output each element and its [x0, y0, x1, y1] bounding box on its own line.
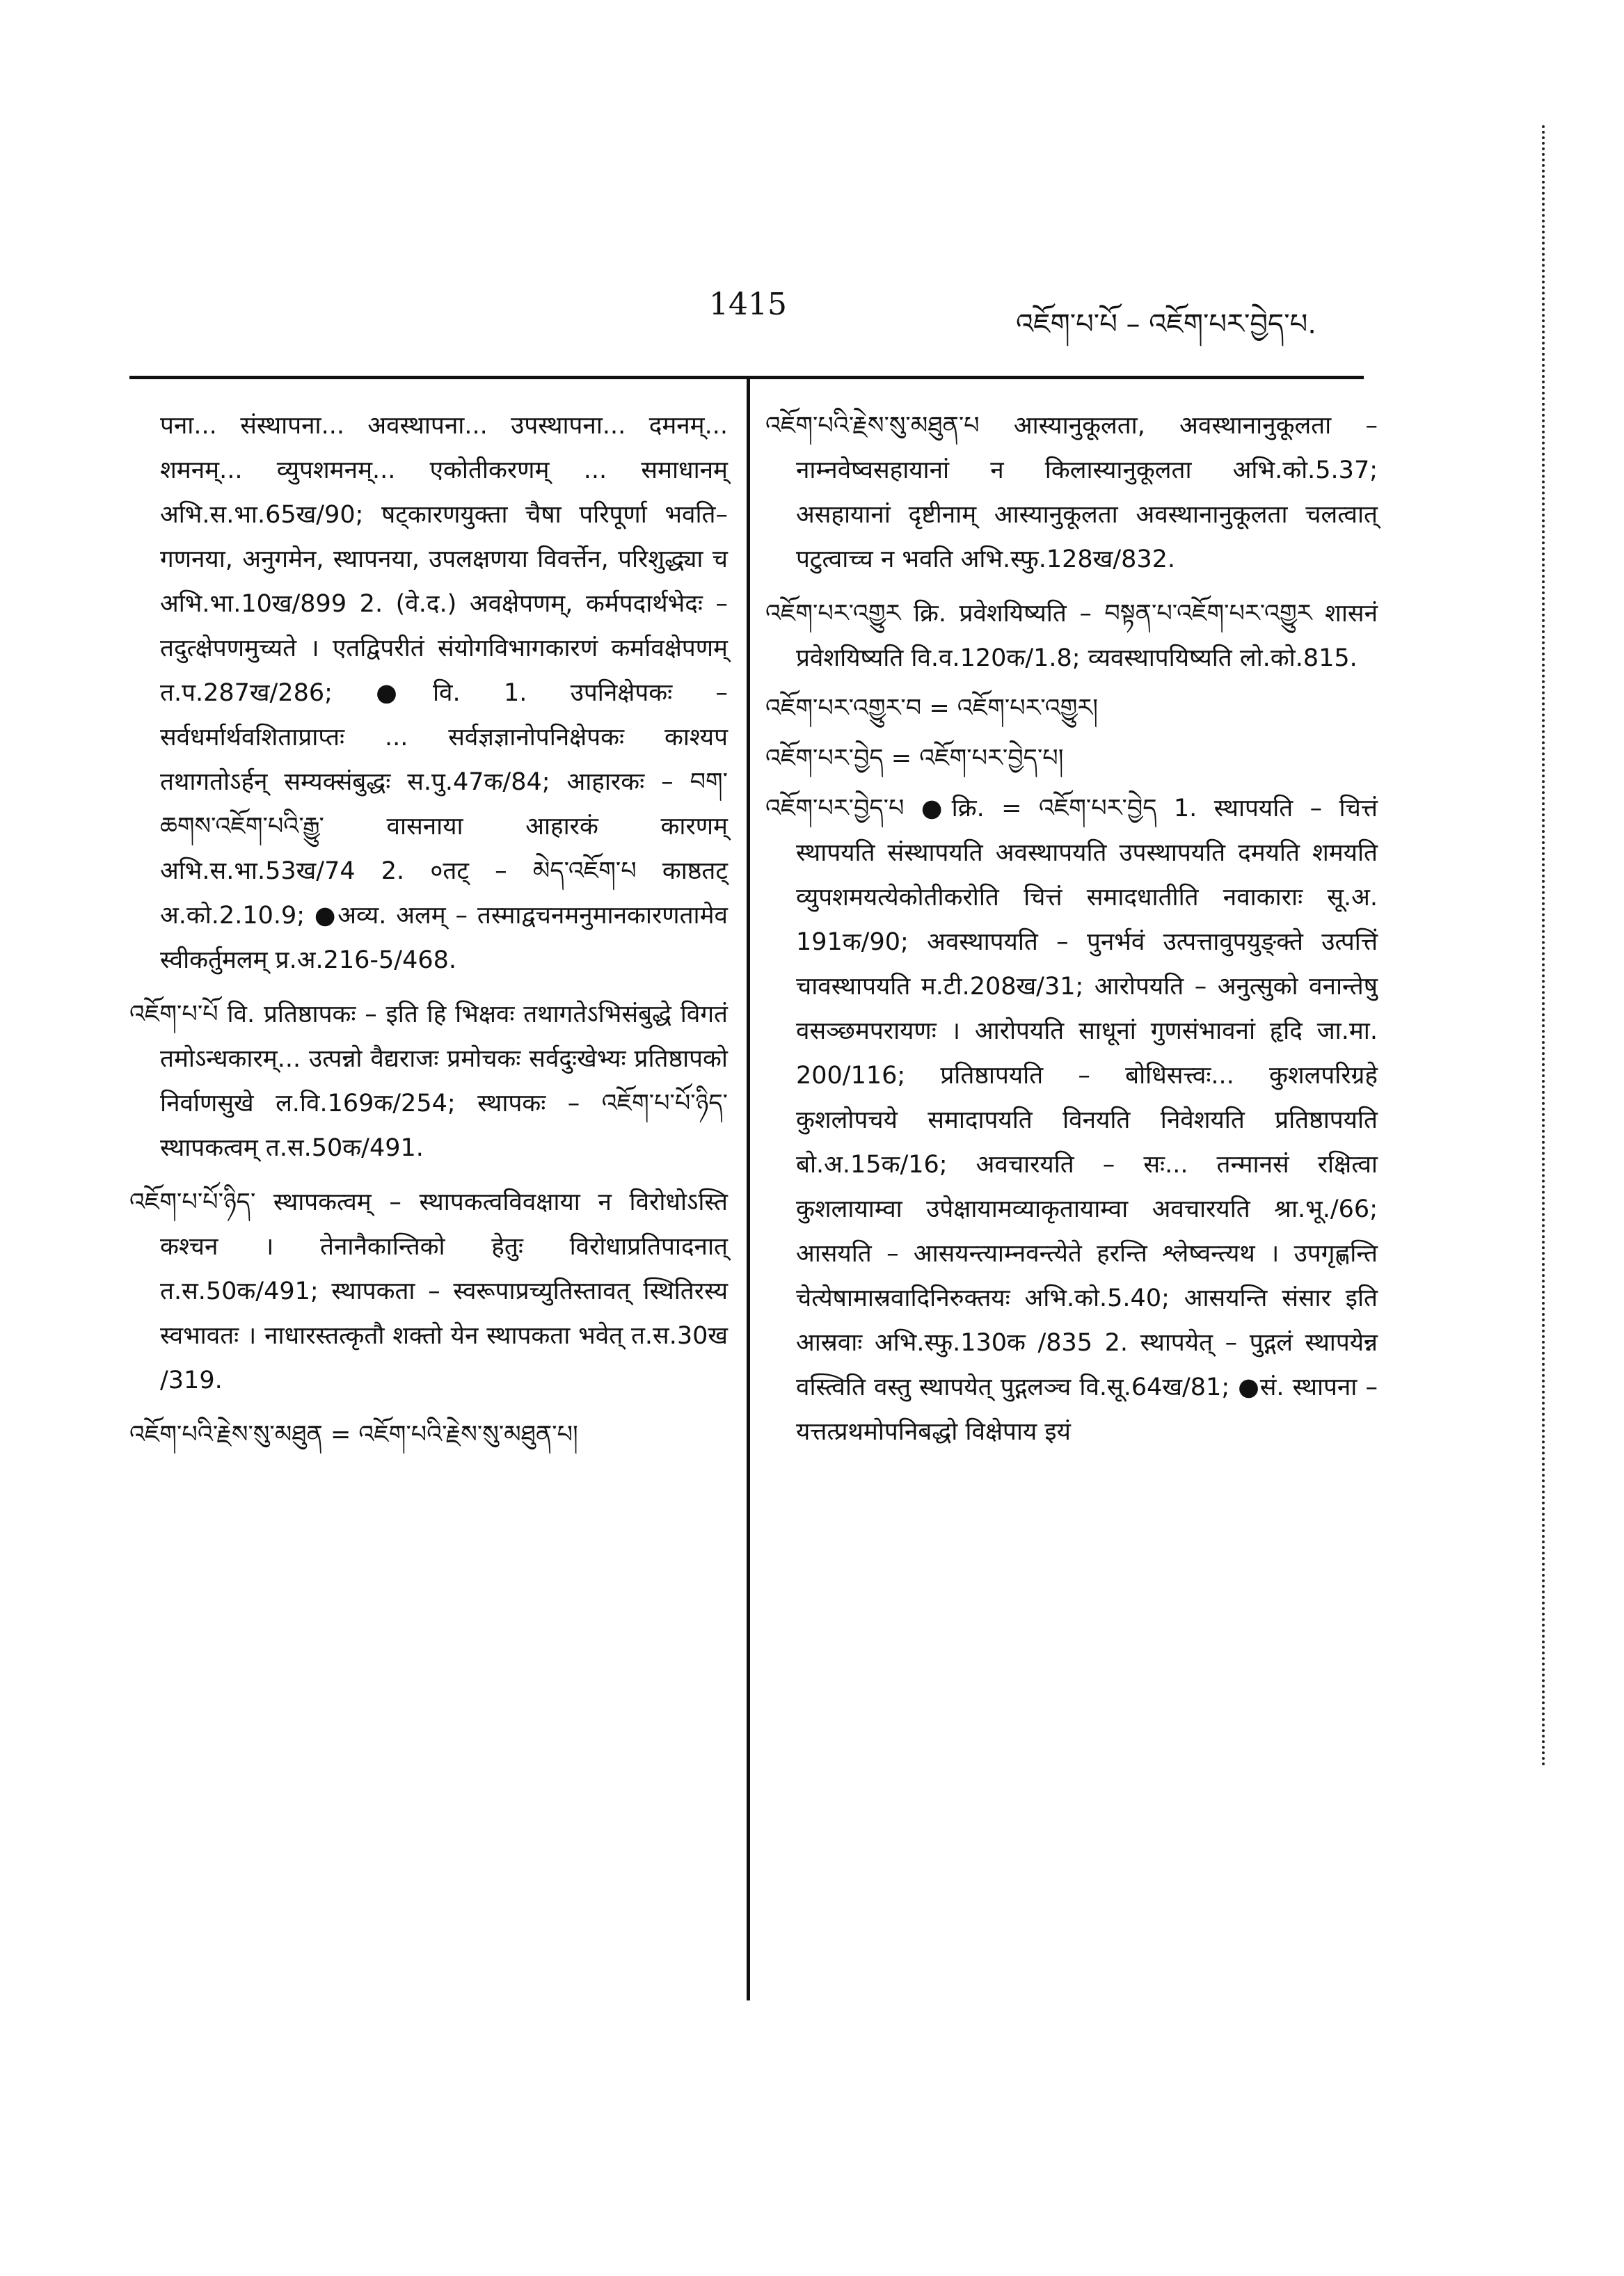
page-number: 1415: [709, 287, 787, 322]
entry: འཇོག་པ་པོ वि. प्रतिष्ठापकः – इति हि भिक्षवः तथागतेऽभिसंबुद्धे विगतं तमोऽन्धकारम्... उत्पन्नो वैद्यराजः प्रमोचकः सर्वदुःखेभ्यः प्रतिष्ठापको निर्वाणसुखे ल.वि.169क/254; स्थापकः – འཇོག་པ་པོ་ཉིད་ स्थापकत्वम् त.स.50क/491.: [129, 1001, 728, 1162]
left-column: [129, 404, 728, 1457]
entry: འཇོག་པར་འགྱུར क्रि. प्रवेशयिष्यति – བསྟན་པ་འཇོག་པར་འགྱུར शासनं प्रवेशयिष्यति वि.व.120क/1.8; व्यवस्थापयिष्यति लो.को.815.: [765, 600, 1378, 672]
page-edge-mark: [1542, 125, 1545, 1767]
right-column: [765, 404, 1378, 1454]
entry: འཇོག་པར་བྱེད་པ ●क्रि. = འཇོག་པར་བྱེད 1. स्थापयति – चित्तं स्थापयति संस्थापयति अवस्थापयति उपस्थापयति दमयति शमयति व्युपशमयत्येकोतीकरोति चित्तं समादधातीति नवाकाराः सू.अ. 191क/90; अवस्थापयति – पुनर्भवं उत्पत्तावुपयुङ्क्ते उत्पत्तिं चावस्थापयति म.टी.208ख/31; आरोपयति – अनुत्सुको वनान्तेषु वसञ्छमपरायणः । आरोपयति साधूनां गुणसंभावनां हृदि जा.मा. 200/116; प्रतिष्ठापयति – बोधिसत्त्वः... कुशलपरिग्रहे कुशलोपचये समादापयति विनयति निवेशयति प्रतिष्ठापयति बो.अ.15क/16; अवचारयति – सः... तन्मानसं रक्षित्वा कुशलायाम्वा उपेक्षायामव्याकृतायाम्वा अवचारयति श्रा.भू./66; आसयति – आसयन्त्याम्नवन्त्येते हरन्ति श्लेष्वन्त्यथ । उपगृह्णन्ति चेत्येषामास्रवादिनिरुक्तयः अभि.को.5.40; आसयन्ति संसार इति आस्रवाः अभि.स्फु.130क /835 2. स्थापयेत् – पुद्गलं स्थापयेन्न वस्त्विति वस्तु स्थापयेत् पुद्गलञ्च वि.सू.64ख/81; ●सं. स्थापना – यत्तत्प्रथमोपनिबद्धो विक्षेपाय इयं: [765, 795, 1378, 1446]
column-separator: [747, 379, 750, 2000]
entry: འཇོག་པའི་རྗེས་སུ་མཐུན = འཇོག་པའི་རྗེས་སུ་མཐུན་པ།: [129, 1421, 578, 1449]
entry: འཇོག་པར་འགྱུར་བ = འཇོག་པར་འགྱུར།: [765, 694, 1098, 722]
entry: འཇོག་པའི་རྗེས་སུ་མཐུན་པ आस्यानुकूलता, अवस्थानानुकूलता – नाम्नवेष्वसहायानां न किलास्यानुकूलता अभि.को.5.37; असहायानां दृष्टीनाम् आस्यानुकूलता अवस्थानानुकूलता चलत्वात् पटुत्वाच्च न भवति अभि.स्फु.128ख/832.: [765, 412, 1378, 573]
entry: འཇོག་པར་བྱེད = འཇོག་པར་བྱེད་པ།: [765, 745, 1064, 772]
running-head: འཇོག་པ་པོ – འཇོག་པར་བྱེད་པ.: [1016, 308, 1316, 340]
entry: འཇོག་པ་པོ་ཉིད་ स्थापकत्वम् – स्थापकत्वविवक्षाया न विरोधोऽस्ति कश्चन । तेनानैकान्तिको हेतुः विरोधाप्रतिपादनात् त.स.50क/491; स्थापकता – स्वरूपाप्रच्युतिस्तावत् स्थितिरस्य स्वभावतः । नाधारस्तत्कृतौ शक्तो येन स्थापकता भवेत् त.स.30ख /319.: [129, 1188, 728, 1394]
entry-continuation: पना... संस्थापना... अवस्थापना... उपस्थापना... दमनम्... शमनम्... व्युपशमनम्... एकोतीकरणम् ... समाधानम् अभि.स.भा.65ख/90; षट्कारणयुक्ता चैषा परिपूर्णा भवति–गणनया, अनुगमेन, स्थापनया, उपलक्षणया विवर्त्तेन, परिशुद्ध्या च अभि.भा.10ख/899 2. (वे.द.) अवक्षेपणम्, कर्मपदार्थभेदः – तदुत्क्षेपणमुच्यते । एतद्विपरीतं संयोगविभागकारणं कर्मावक्षेपणम् त.प.287ख/286; ●वि. 1. उपनिक्षेपकः – सर्वधर्मार्थवशिताप्राप्तः ... सर्वज्ञज्ञानोपनिक्षेपकः काश्यप तथागतोऽर्हन् सम्यक्संबुद्धः स.पु.47क/84; आहारकः – བག་ཆགས་འཇོག་པའི་རྒྱུ་ वासनाया आहारकं कारणम् अभि.स.भा.53ख/74 2. ०तट् – མེད་འཇོག་པ काष्ठतट् अ.को.2.10.9; ●अव्य. अलम् – तस्माद्वचनमनुमानकारणतामेव स्वीकर्तुमलम् प्र.अ.216-5/468.: [160, 412, 728, 974]
